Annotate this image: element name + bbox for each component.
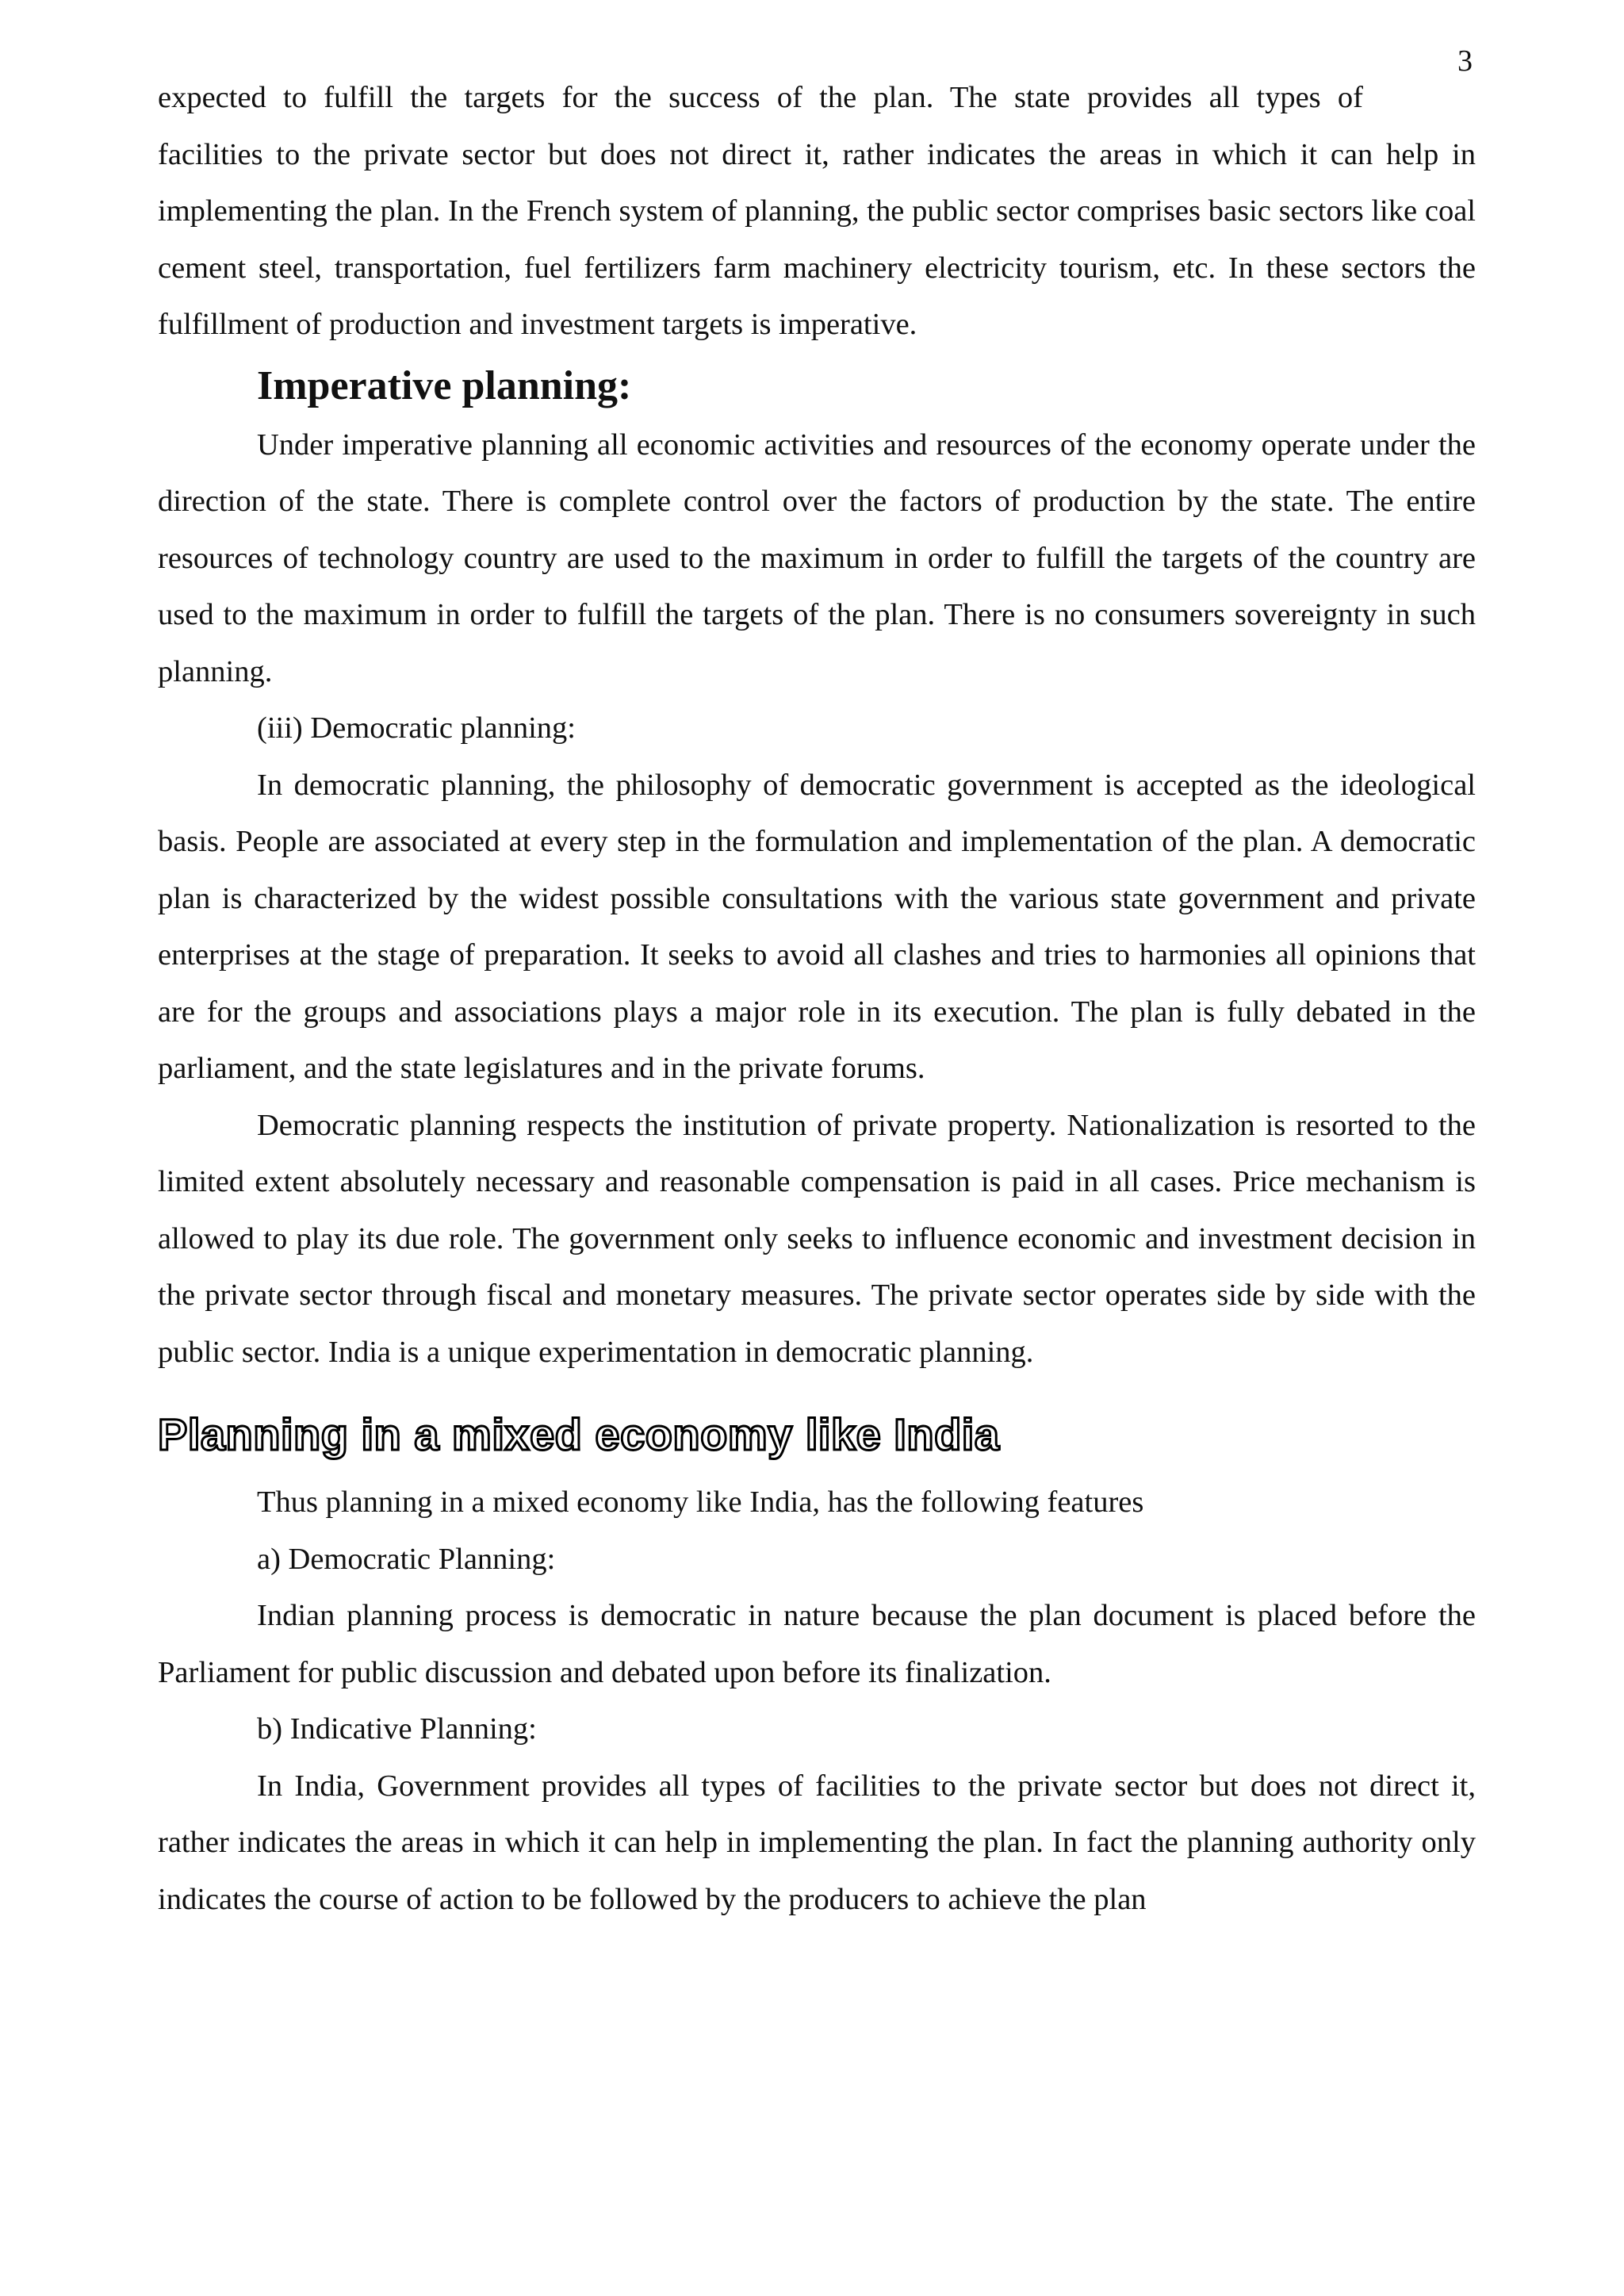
heading-imperative-planning: Imperative planning: <box>257 362 632 408</box>
document-body <box>158 75 1476 1928</box>
list-item-democratic-planning: a) Democratic Planning: <box>257 1542 556 1576</box>
paragraph-indian-indicative: In India, Government provides all types of facilities to the private sector but does not direct it, rather indicates the areas in which it can help in implementing the plan. In fact the planning authority only indicates the course of action to be followed by the producers to achieve the plan <box>158 1769 1476 1916</box>
heading-mixed-economy: Planning in a mixed economy like India <box>158 1409 1000 1459</box>
paragraph-french-planning: facilities to the private sector but does not direct it, rather indicates the areas in which it can help in implementing the plan. In the French system of planning, the public sector comprises basic sectors like coal cement steel, transportation, fuel fertilizers farm machinery electricity tourism, etc. In these sectors the fulfillment of production and investment targets is imperative. <box>158 137 1476 341</box>
paragraph-indian-democratic: Indian planning process is democratic in nature because the plan document is placed before the Parliament for public discussion and debated upon before its finalization. <box>158 1599 1476 1689</box>
paragraph-french-planning-line1: expected to fulfill the targets for the success of the plan. The state provides all types of <box>158 81 1363 114</box>
page-number: 3 <box>1457 44 1473 78</box>
subheading-democratic-planning: (iii) Democratic planning: <box>257 711 576 745</box>
paragraph-features-intro: Thus planning in a mixed economy like India, has the following features <box>257 1485 1144 1519</box>
paragraph-private-property: Democratic planning respects the institution of private property. Nationalization is resorted to the limited extent absolutely necessary and reasonable compensation is paid in all cases. Price mechanism is allowed to play its due role. The government only seeks to influence economic and investment decision in the private sector through fiscal and monetary measures. The private sector operates side by side with the public sector. India is a unique experimentation in democratic planning. <box>158 1108 1476 1369</box>
paragraph-imperative-planning: Under imperative planning all economic activities and resources of the economy operate under the direction of the state. There is complete control over the factors of production by the state. The entire resources of technology country are used to the maximum in order to fulfill the targets of the country are used to the maximum in order to fulfill the targets of the plan. There is no consumers sovereignty in such planning. <box>158 427 1476 688</box>
list-item-indicative-planning: b) Indicative Planning: <box>257 1712 537 1746</box>
paragraph-democratic-planning: In democratic planning, the philosophy of democratic government is accepted as the ideological basis. People are associated at every step in the formulation and implementation of the plan. A democratic plan is characterized by the widest possible consultations with the various state government and private enterprises at the stage of preparation. It seeks to avoid all clashes and tries to harmonies all opinions that are for the groups and associations plays a major role in its execution. The plan is fully debated in the parliament, and the state legislatures and in the private forums. <box>158 768 1476 1085</box>
